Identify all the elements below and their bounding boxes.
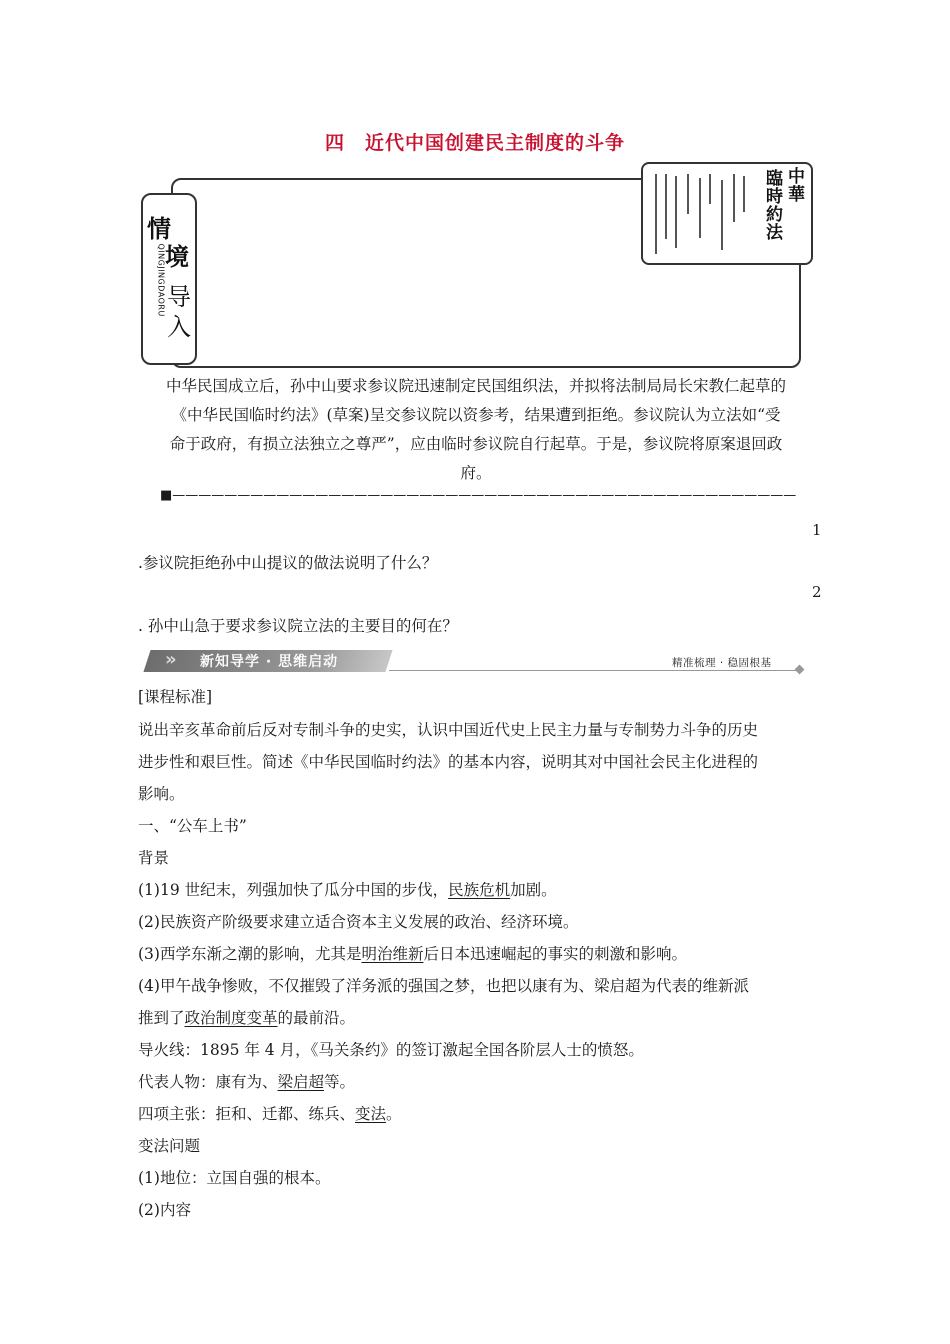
page-title: 四 近代中国创建民主制度的斗争 bbox=[324, 132, 625, 154]
stamp-col-1: 中華 bbox=[788, 167, 805, 205]
constitution-image bbox=[641, 162, 813, 265]
background-item: (2)民族资产阶级要求建立适合资本主义发展的政治、经济环境。 bbox=[138, 913, 579, 931]
intro-line: 《中华民国临时约法》(草案)呈交参议院以资参考，结果遭到拒绝。参议院认为立法如“受 bbox=[171, 406, 781, 424]
answer-blank: 梁启超 bbox=[277, 1073, 325, 1091]
double-chevron-icon: » bbox=[165, 649, 177, 670]
banner-label: 新知导学 · 思维启动 bbox=[200, 654, 339, 670]
question-text: .参议院拒绝孙中山提议的做法说明了什么？ bbox=[138, 554, 438, 572]
background-item: (3)西学东渐之潮的影响，尤其是明治维新后日本迅速崛起的事实的刺激和影响。 bbox=[138, 945, 687, 963]
stamp-col-3: 臨時約法 bbox=[766, 169, 783, 243]
background-item: (1)19 世纪末，列强加快了瓜分中国的步伐，民族危机加剧。 bbox=[138, 881, 557, 899]
fuse-line: 导火线：1895 年 4 月，《马关条约》的签订激起全国各阶层人士的愤怒。 bbox=[138, 1041, 644, 1059]
tab-char-3: 导 bbox=[167, 283, 191, 311]
question-number: 2 bbox=[812, 583, 822, 601]
intro-tab bbox=[141, 193, 197, 365]
intro-line: 中华民国成立后，孙中山要求参议院迅速制定民国组织法，并拟将法制局局长宋教仁起草的 bbox=[165, 377, 786, 395]
intro-line: 府。 bbox=[460, 464, 492, 482]
intro-line: 命于政府，有损立法独立之尊严”，应由临时参议院自行起草。于是，参议院将原案退回政 bbox=[169, 435, 783, 453]
diamond-icon bbox=[795, 665, 805, 675]
tab-pinyin: QINGJINGDAORU bbox=[156, 243, 166, 317]
answer-blank: 政治制度变革 bbox=[184, 1009, 278, 1027]
section-heading: 一、“公车上书” bbox=[138, 817, 247, 835]
subheading: 背景 bbox=[138, 849, 170, 867]
standard-heading: [课程标准] bbox=[138, 688, 213, 706]
standard-line: 说出辛亥革命前后反对专制斗争的史实，认识中国近代史上民主力量与专制势力斗争的历史 bbox=[138, 721, 759, 739]
background-item-cont: 推到了政治制度变革的最前沿。 bbox=[138, 1009, 356, 1027]
representatives-line: 代表人物：康有为、梁启超等。 bbox=[138, 1073, 356, 1091]
subheading: 变法问题 bbox=[138, 1137, 201, 1155]
question-number: 1 bbox=[812, 521, 822, 539]
tab-char-1: 情 bbox=[147, 215, 171, 243]
tab-char-4: 入 bbox=[167, 313, 191, 341]
answer-blank: 民族危机 bbox=[448, 881, 511, 899]
intro-paragraph bbox=[138, 372, 814, 488]
background-item: (4)甲午战争惨败，不仅摧毁了洋务派的强国之梦，也把以康有为、梁启超为代表的维新派 bbox=[138, 977, 749, 995]
proposals-line: 四项主张：拒和、迁都、练兵、变法。 bbox=[138, 1105, 402, 1123]
reform-item: (2)内容 bbox=[138, 1201, 191, 1219]
standard-line: 影响。 bbox=[138, 785, 185, 803]
standard-line: 进步性和艰巨性。简述《中华民国临时约法》的基本内容，说明其对中国社会民主化进程的 bbox=[138, 753, 759, 771]
reform-item: (1)地位：立国自强的根本。 bbox=[138, 1169, 331, 1187]
answer-blank: 变法 bbox=[355, 1105, 387, 1123]
question-text: . 孙中山急于要求参议院立法的主要目的何在？ bbox=[138, 617, 458, 635]
answer-blank: 明治维新 bbox=[361, 945, 424, 963]
banner-right-label: 精准梳理 · 稳固根基 bbox=[672, 657, 772, 669]
banner-rule bbox=[389, 670, 799, 671]
tab-char-2: 境 bbox=[165, 243, 189, 271]
divider-line: ■———————————————————————————————————————————————— bbox=[160, 488, 797, 503]
